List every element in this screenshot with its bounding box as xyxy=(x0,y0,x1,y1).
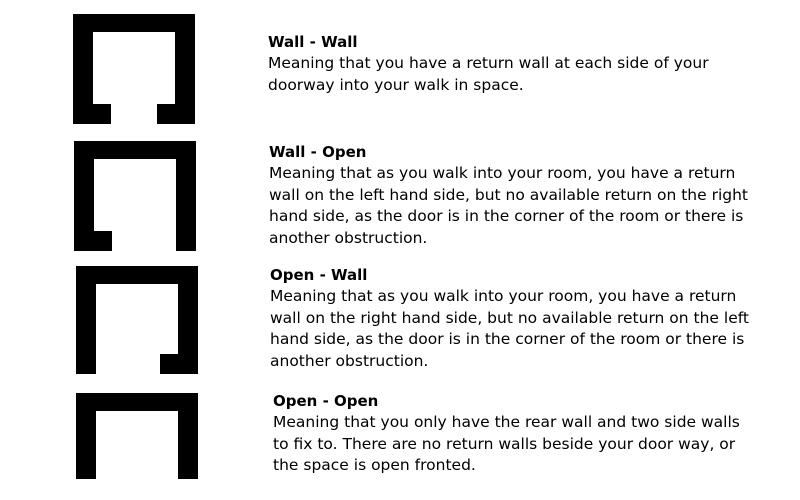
open-wall-description: Meaning that as you walk into your room, you have a return wall on the right hand side, but no available return on the left hand side, as the door is in the corner of the room or there is another obstruction. xyxy=(270,287,749,370)
wall-open-section xyxy=(269,142,749,249)
open-open-description: Meaning that you only have the rear wall and two side walls to fix to. There are no return walls beside your door way, or the space is open fronted. xyxy=(273,413,740,474)
wall-open-heading: Wall - Open xyxy=(269,143,367,161)
open-open-plan-icon xyxy=(76,393,198,479)
open-wall-heading: Open - Wall xyxy=(270,266,368,284)
wall-open-plan-icon xyxy=(74,141,196,251)
wall-wall-plan-icon xyxy=(73,14,195,124)
open-wall-plan-icon xyxy=(76,266,198,374)
wall-wall-description: Meaning that you have a return wall at each side of your doorway into your walk in space. xyxy=(268,54,709,94)
open-open-section xyxy=(273,391,753,477)
wall-wall-heading: Wall - Wall xyxy=(268,33,358,51)
wall-wall-section xyxy=(268,32,748,96)
open-open-heading: Open - Open xyxy=(273,392,379,410)
open-wall-section xyxy=(270,265,750,372)
wall-open-description: Meaning that as you walk into your room, you have a return wall on the left hand side, but no available return on the right hand side, as the door is in the corner of the room or there is another obstruction. xyxy=(269,164,748,247)
